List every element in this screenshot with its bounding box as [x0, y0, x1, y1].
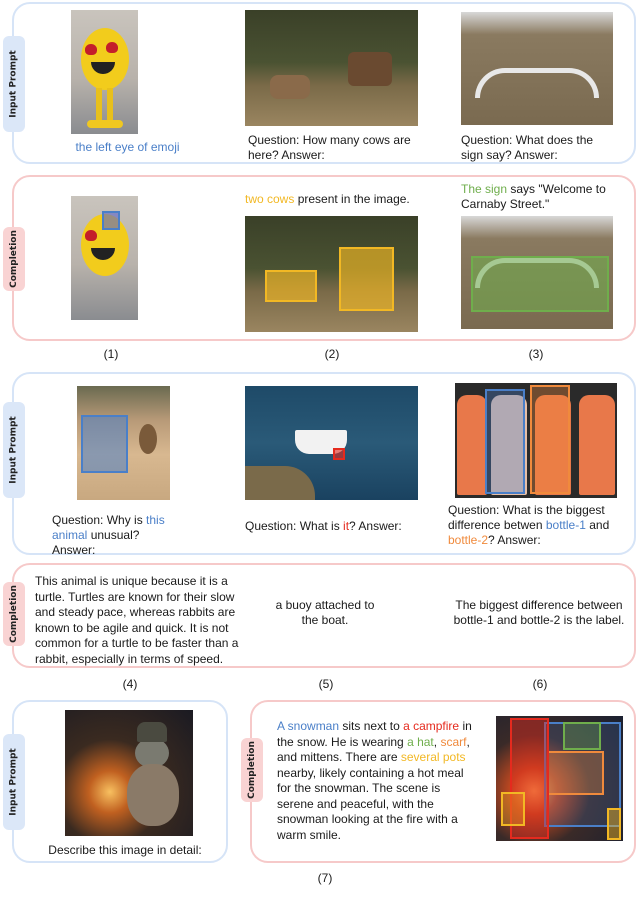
example-number-3: (3)	[528, 347, 544, 361]
carnaby-street-image-grounded	[461, 216, 613, 329]
example-number-4: (4)	[122, 677, 138, 691]
bbox-hat	[563, 722, 601, 750]
snowman-campfire-image	[65, 710, 193, 836]
input-prompt-tag: Input Prompt	[3, 36, 25, 132]
prompt-text-2: Question: How many cows are here? Answer:	[248, 133, 411, 162]
turtle-rabbit-image	[77, 386, 170, 500]
cows-image-grounded	[245, 216, 418, 332]
completion-tag: Completion	[3, 227, 25, 291]
bbox-turtle	[81, 415, 128, 473]
prompt-text-1: the left eye of emoji	[75, 140, 180, 154]
completion-tag-3: Completion	[241, 738, 263, 802]
bbox-bottle-1	[485, 389, 525, 494]
bbox-pot-1	[501, 792, 525, 826]
completion-text-7: A snowman sits next to a campfire in the snow. He is wearing a hat, scarf, and mittens. There are several pots nearby, likely containing a hot meal for the snowman. The scene is serene and peaceful, with the snowman looking at the fire with a warm smile.	[277, 719, 472, 842]
bbox-pot-2	[607, 808, 621, 840]
input-prompt-tag-2: Input Prompt	[3, 402, 25, 498]
completion-tag-2: Completion	[3, 582, 25, 646]
bbox-bottle-2	[530, 385, 570, 494]
completion-text-3: The sign says "Welcome to Carnaby Street."	[461, 182, 606, 211]
bbox-cow-2	[339, 247, 394, 311]
emoji-costume-image-grounded	[71, 196, 138, 320]
bbox-buoy	[333, 448, 345, 460]
example-number-1: (1)	[103, 347, 119, 361]
prompt-text-4: Question: Why is this animal unusual? Answer:	[52, 513, 165, 557]
input-prompt-tag-3: Input Prompt	[3, 734, 25, 830]
completion-text-2: two cows present in the image.	[245, 192, 410, 206]
example-number-5: (5)	[318, 677, 334, 691]
completion-text-4: This animal is unique because it is a turtle. Turtles are known for their slow and steady pace, whereas rabbits are known to be agile and quick. It is not common for a turtle to be faster than a rabbit, especially in terms of speed.	[35, 574, 239, 666]
prompt-text-3: Question: What does the sign say? Answer:	[461, 133, 594, 162]
emoji-costume-image	[71, 10, 138, 134]
snowman-campfire-image-grounded	[496, 716, 623, 841]
juice-bottles-image	[455, 383, 617, 498]
prompt-text-7: Describe this image in detail:	[48, 843, 202, 857]
example-number-7: (7)	[317, 871, 333, 885]
prompt-text-5: Question: What is it? Answer:	[245, 519, 402, 533]
completion-text-6: The biggest difference between bottle-1 and bottle-2 is the label.	[453, 598, 625, 627]
bbox-scarf	[547, 751, 604, 795]
bbox-left-eye	[102, 211, 120, 230]
cows-image	[245, 10, 418, 126]
bbox-sign	[471, 256, 609, 312]
bbox-cow-1	[265, 270, 317, 302]
completion-text-5: a buoy attached to the boat.	[275, 598, 375, 627]
example-number-6: (6)	[532, 677, 548, 691]
example-number-2: (2)	[324, 347, 340, 361]
carnaby-street-image	[461, 12, 613, 125]
prompt-text-6: Question: What is the biggest difference betwen bottle-1 and bottle-2? Answer:	[448, 503, 610, 547]
boat-image	[245, 386, 418, 500]
